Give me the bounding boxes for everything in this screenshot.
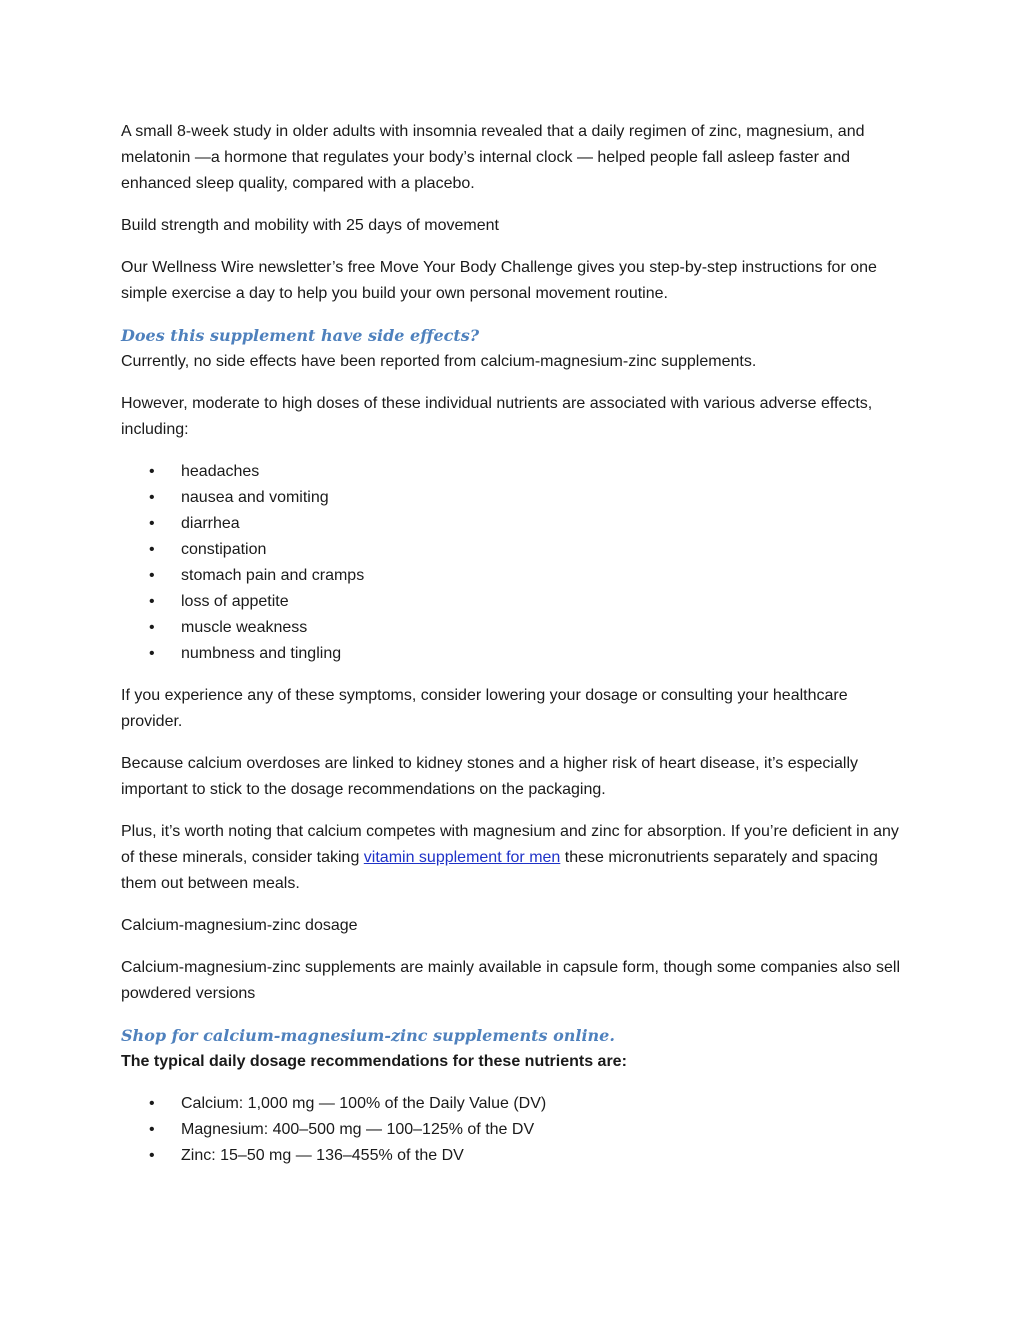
list-item bbox=[121, 537, 911, 563]
paragraph-build-strength: Build strength and mobility with 25 days of movement bbox=[121, 217, 499, 234]
bullet-icon: • bbox=[149, 645, 155, 662]
paragraph-dosage-title: Calcium-magnesium-zinc dosage bbox=[121, 917, 358, 934]
list-item bbox=[121, 641, 911, 667]
heading-shop-online: Shop for calcium-magnesium-zinc supplements online. bbox=[121, 1026, 615, 1045]
vitamin-supplement-link[interactable]: vitamin supplement for men bbox=[363, 849, 561, 866]
list-item-text: constipation bbox=[181, 541, 267, 558]
paragraph-newsletter: Our Wellness Wire newsletter’s free Move Your Body Challenge gives you step-by-step instructions for one simple exercise a day to help you build your own personal movement routine. bbox=[121, 259, 877, 302]
list-item-text: muscle weakness bbox=[181, 619, 308, 636]
list-item bbox=[121, 459, 911, 485]
bullet-icon: • bbox=[149, 541, 155, 558]
list-item-text: headaches bbox=[181, 463, 260, 480]
bullet-icon: • bbox=[149, 619, 155, 636]
list-item bbox=[121, 1143, 911, 1169]
dosage-list bbox=[121, 1091, 911, 1169]
side-effects-list bbox=[121, 459, 911, 667]
bullet-icon: • bbox=[149, 1095, 155, 1112]
paragraph-typical-dosage: The typical daily dosage recommendations for these nutrients are: bbox=[121, 1053, 627, 1070]
paragraph-no-side-effects: Currently, no side effects have been reported from calcium-magnesium-zinc supplements. bbox=[121, 353, 757, 370]
paragraph-adverse-effects: However, moderate to high doses of these individual nutrients are associated with various adverse effects, including: bbox=[121, 395, 873, 438]
list-item-text: Magnesium: 400–500 mg — 100–125% of the DV bbox=[181, 1121, 535, 1138]
bullet-icon: • bbox=[149, 489, 155, 506]
list-item bbox=[121, 511, 911, 537]
bullet-icon: • bbox=[149, 515, 155, 532]
bullet-icon: • bbox=[149, 567, 155, 584]
paragraph-calcium-overdose: Because calcium overdoses are linked to kidney stones and a higher risk of heart disease, it’s especially important to stick to the dosage recommendations on the packaging. bbox=[121, 755, 858, 798]
list-item-text: diarrhea bbox=[181, 515, 240, 532]
list-item bbox=[121, 563, 911, 589]
paragraph-symptoms-advice: If you experience any of these symptoms, consider lowering your dosage or consulting your healthcare provider. bbox=[121, 687, 848, 730]
absorption-text-after: these micronutrients separately and spacing them out between meals. bbox=[121, 849, 878, 892]
list-item bbox=[121, 1091, 911, 1117]
paragraph-study: A small 8-week study in older adults with insomnia revealed that a daily regimen of zinc, magnesium, and melatonin —a hormone that regulates your body’s internal clock — helped people fall asleep faster and enhanced sleep quality, compared with a placebo. bbox=[121, 123, 865, 192]
bullet-icon: • bbox=[149, 593, 155, 610]
list-item-text: stomach pain and cramps bbox=[181, 567, 365, 584]
bullet-icon: • bbox=[149, 463, 155, 480]
list-item-text: Zinc: 15–50 mg — 136–455% of the DV bbox=[181, 1147, 464, 1164]
document-page bbox=[121, 119, 911, 1185]
list-item-text: nausea and vomiting bbox=[181, 489, 329, 506]
list-item-text: Calcium: 1,000 mg — 100% of the Daily Value (DV) bbox=[181, 1095, 547, 1112]
list-item-text: loss of appetite bbox=[181, 593, 289, 610]
bullet-icon: • bbox=[149, 1121, 155, 1138]
absorption-text-before: Plus, it’s worth noting that calcium competes with magnesium and zinc for absorption. If you’re deficient in any of these minerals, consider taking bbox=[121, 823, 899, 866]
list-item bbox=[121, 589, 911, 615]
list-item bbox=[121, 485, 911, 511]
list-item bbox=[121, 615, 911, 641]
list-item bbox=[121, 1117, 911, 1143]
bullet-icon: • bbox=[149, 1147, 155, 1164]
heading-side-effects: Does this supplement have side effects? bbox=[121, 326, 480, 345]
paragraph-capsule-form: Calcium-magnesium-zinc supplements are mainly available in capsule form, though some companies also sell powdered versions bbox=[121, 959, 901, 1002]
list-item-text: numbness and tingling bbox=[181, 645, 342, 662]
paragraph-absorption bbox=[121, 819, 911, 897]
